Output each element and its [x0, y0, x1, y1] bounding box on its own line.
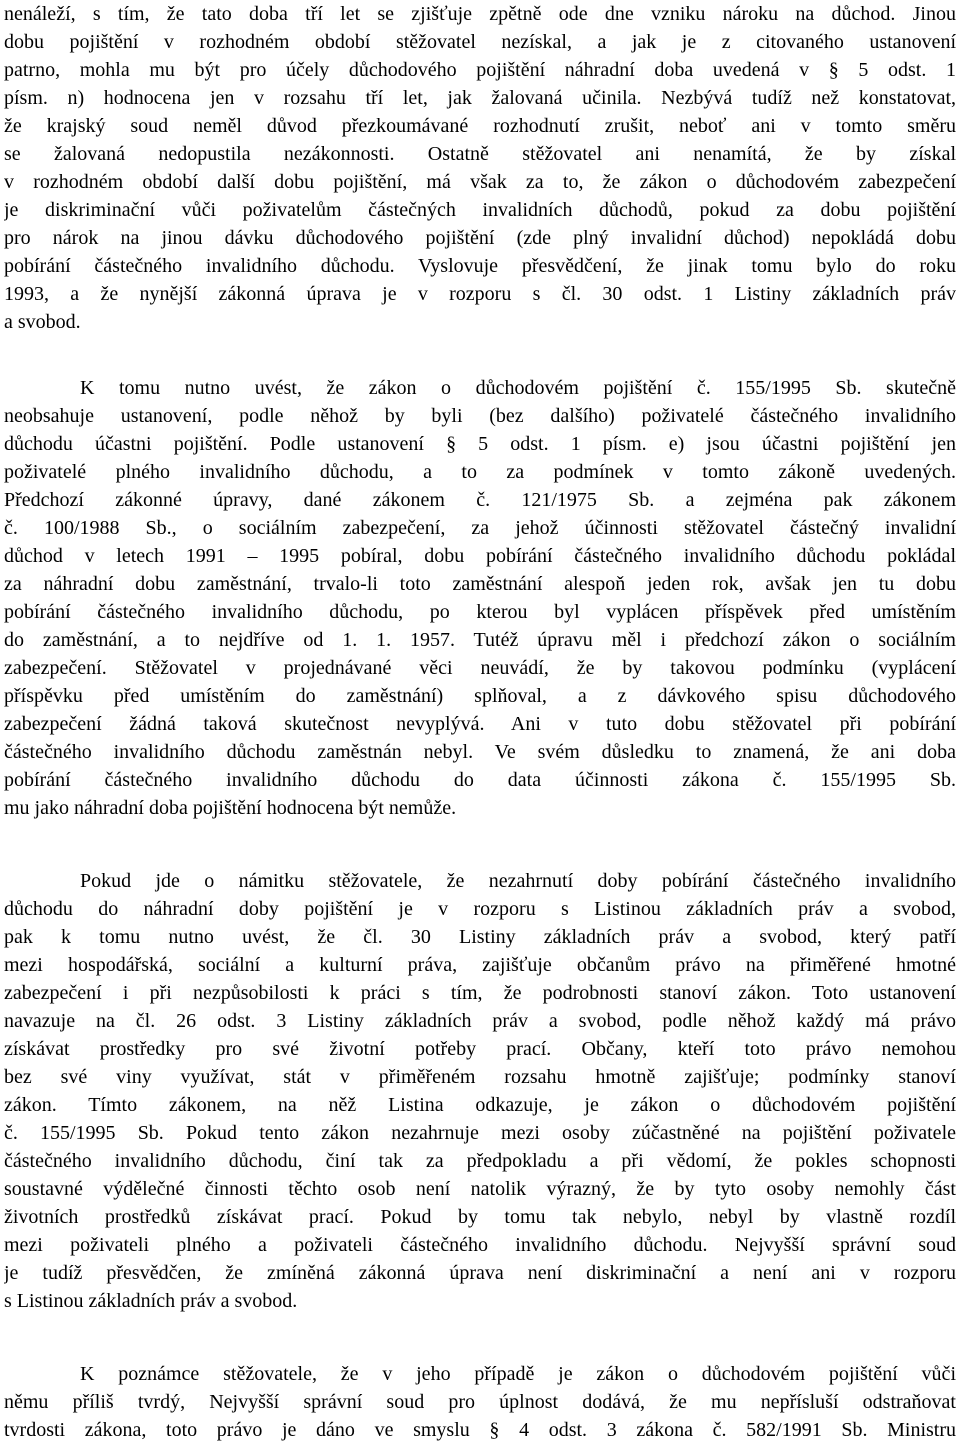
text-line: zabezpečení. Stěžovatel v projednávané věci neuvádí, že by takovou podmínku (vyplácení	[4, 657, 956, 679]
text-line: němu příliš tvrdý, Nejvyšší správní soud pro úplnost dodává, že mu nepřísluší odstraňovat	[4, 1391, 956, 1413]
text-line: důchodu do náhradní doby pojištění je v rozporu s Listinou základních práv a svobod,	[4, 898, 956, 920]
text-line: navazuje na čl. 26 odst. 3 Listiny základních práv a svobod, podle něhož každý má právo	[4, 1010, 956, 1032]
text-line: zabezpečení žádná taková skutečnost nevyplývá. Ani v tuto dobu stěžovatel při pobírání	[4, 713, 956, 735]
text-line: písm. n) hodnocena jen v rozsahu tří let, jak žalovaná učinila. Nezbývá tudíž než konstatovat,	[4, 87, 956, 109]
text-line: částečného invalidního důchodu, činí tak za předpokladu a při vědomí, že pokles schopnosti	[4, 1150, 956, 1172]
text-line: se žalovaná nedopustila nezákonnosti. Ostatně stěžovatel ani nenamítá, že by získal	[4, 143, 956, 165]
text-line: mezi poživateli plného a poživateli částečného invalidního důchodu. Nejvyšší správní soud	[4, 1234, 956, 1256]
text-line: bez své viny využívat, stát v přiměřeném rozsahu hmotně zajišťuje; podmínky stanoví	[4, 1066, 956, 1088]
text-line: že krajský soud neměl důvod přezkoumávané rozhodnutí zrušit, neboť ani v tomto směru	[4, 115, 956, 137]
text-line: pobírání částečného invalidního důchodu. Vyslovuje přesvědčení, že jinak tomu bylo do roku	[4, 255, 956, 277]
text-line: tvrdosti zákona, toto právo je dáno ve smyslu § 4 odst. 3 zákona č. 582/1991 Sb. Ministru	[4, 1419, 956, 1441]
text-line: Předchozí zákonné úpravy, dané zákonem č. 121/1975 Sb. a zejména pak zákonem	[4, 489, 956, 511]
text-line: v rozhodném období další dobu pojištění, má však za to, že zákon o důchodovém zabezpečení	[4, 171, 956, 193]
text-line: poživatelé plného invalidního důchodu, a to za podmínek v tomto zákoně uvedených.	[4, 461, 956, 483]
text-line: pak k tomu nutno uvést, že čl. 30 Listiny základních práv a svobod, který patří	[4, 926, 956, 948]
text-line: za náhradní dobu zaměstnání, trvalo-li toto zaměstnání alespoň jeden rok, avšak jen tu dobu	[4, 573, 956, 595]
text-line: 1993, a že nynější zákonná úprava je v rozporu s čl. 30 odst. 1 Listiny základních práv	[4, 283, 956, 305]
text-line: zabezpečení i při nezpůsobilosti k práci s tím, že podrobnosti stanoví zákon. Toto ustanovení	[4, 982, 956, 1004]
text-line: neobsahuje ustanovení, podle něhož by byli (bez dalšího) poživatelé částečného invalidního	[4, 405, 956, 427]
text-line: pobírání částečného invalidního důchodu do data účinnosti zákona č. 155/1995 Sb.	[4, 769, 956, 791]
text-line: patrno, mohla mu být pro účely důchodového pojištění náhradní doba uvedená v § 5 odst. 1	[4, 59, 956, 81]
text-line: dobu pojištění v rozhodném období stěžovatel nezískal, a jak je z citovaného ustanovení	[4, 31, 956, 53]
text-line: částečného invalidního důchodu zaměstnán nebyl. Ve svém důsledku to znamená, že ani doba	[4, 741, 956, 763]
text-line: pro nárok na jinou dávku důchodového pojištění (zde plný invalidní důchod) nepokládá dobu	[4, 227, 956, 249]
text-line: příspěvku před umístěním do zaměstnání) splňoval, a z dávkového spisu důchodového	[4, 685, 956, 707]
text-line: do zaměstnání, a to nejdříve od 1. 1. 1957. Tutéž úpravu měl i předchozí zákon o sociálním	[4, 629, 956, 651]
text-line: je diskriminační vůči poživatelům částečných invalidních důchodů, pokud za dobu pojištění	[4, 199, 956, 221]
text-line: soustavné výdělečné činnosti těchto osob není natolik výrazný, že by tyto osoby nemohly část	[4, 1178, 956, 1200]
text-line: pobírání částečného invalidního důchodu, po kterou byl vyplácen příspěvek před umístěním	[4, 601, 956, 623]
text-line: mezi hospodářská, sociální a kulturní práva, zajišťuje občanům právo na přiměřené hmotné	[4, 954, 956, 976]
text-line: důchod v letech 1991 – 1995 pobíral, dobu pobírání částečného invalidního důchodu pokládal	[4, 545, 956, 567]
text-line: životních prostředků získávat prací. Pokud by tomu tak nebylo, nebyl by vlastně rozdíl	[4, 1206, 956, 1228]
text-line: získávat prostředky pro své životní potřeby prací. Občany, kteří toto právo nemohou	[4, 1038, 956, 1060]
text-line: č. 100/1988 Sb., o sociálním zabezpečení, za jehož účinnosti stěžovatel částečný invalidní	[4, 517, 956, 539]
text-line: je tudíž přesvědčen, že zmíněná zákonná úprava není diskriminační a není ani v rozporu	[4, 1262, 956, 1284]
text-line: K tomu nutno uvést, že zákon o důchodovém pojištění č. 155/1995 Sb. skutečně	[80, 377, 956, 399]
text-line: s Listinou základních práv a svobod.	[4, 1290, 298, 1312]
text-line: K poznámce stěžovatele, že v jeho případě je zákon o důchodovém pojištění vůči	[80, 1363, 956, 1385]
text-line: č. 155/1995 Sb. Pokud tento zákon nezahrnuje mezi osoby zúčastněné na pojištění poživatele	[4, 1122, 956, 1144]
text-line: Pokud jde o námitku stěžovatele, že nezahrnutí doby pobírání částečného invalidního	[80, 870, 956, 892]
text-line: důchodu účastni pojištění. Podle ustanovení § 5 odst. 1 písm. e) jsou účastni pojištění jen	[4, 433, 956, 455]
text-line: mu jako náhradní doba pojištění hodnocena být nemůže.	[4, 797, 457, 819]
text-line: nenáleží, s tím, že tato doba tří let se zjišťuje zpětně ode dne vzniku nároku na důchod. Jinou	[4, 3, 956, 25]
text-line: a svobod.	[4, 311, 81, 333]
text-line: zákon. Tímto zákonem, na něž Listina odkazuje, je zákon o důchodovém pojištění	[4, 1094, 956, 1116]
